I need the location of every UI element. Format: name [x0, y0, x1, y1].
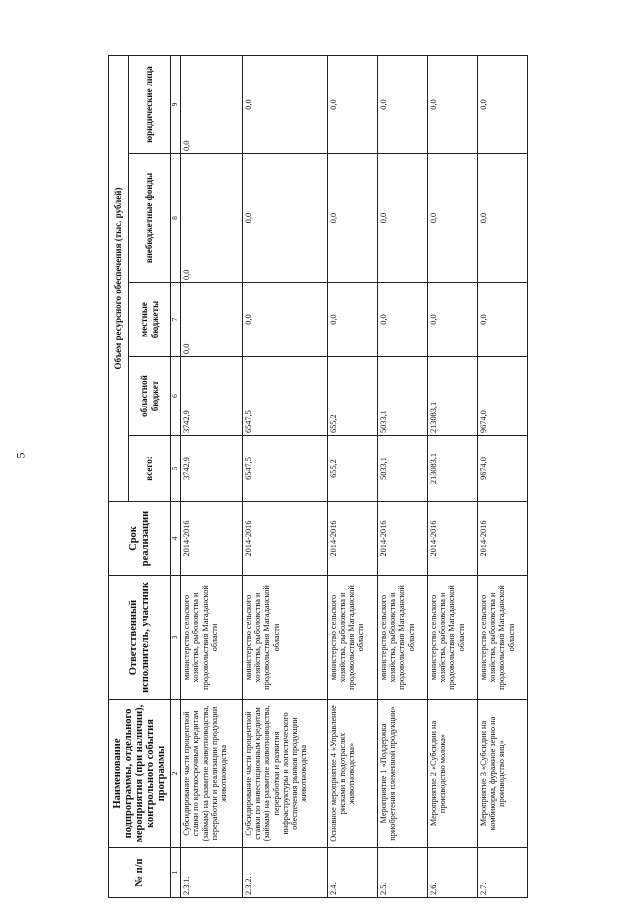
cell-regional: 213083,1 [427, 357, 477, 436]
cell-total: 213083,1 [427, 436, 477, 502]
cell-local: 0,0 [327, 283, 377, 357]
header-executor: Ответственный исполнитель, участник [109, 576, 171, 700]
cell-offbudget: 0,0 [377, 154, 427, 283]
cell-local: 0,0 [377, 283, 427, 357]
cell-legal: 0,0 [181, 55, 243, 153]
cell-local: 0,0 [477, 283, 527, 357]
col-number: 8 [171, 154, 181, 283]
header-regional: областной бюджет [129, 357, 171, 436]
header-local: местные бюджеты [129, 283, 171, 357]
cell-regional: 5033,1 [377, 357, 427, 436]
cell-name: Субсидирование части процентной ставки по краткосрочным кредитам (займам) на развитие животноводства, переработки и реализации продукции животноводства [181, 700, 243, 848]
col-number: 6 [171, 357, 181, 436]
col-number: 5 [171, 436, 181, 502]
cell-term: 2014-2016 [181, 502, 243, 576]
cell-executor: министерство сельского хозяйства, рыболовства и продовольствия Магаданской области [181, 576, 243, 700]
cell-total: 5033,1 [377, 436, 427, 502]
column-number-row [171, 55, 181, 897]
cell-name: Мероприятие 3 «Субсидии на комбикорма, фуражное зерно на производство яиц» [477, 700, 527, 848]
cell-offbudget: 0,0 [181, 154, 243, 283]
cell-local: 0,0 [242, 283, 327, 357]
cell-offbudget: 0,0 [242, 154, 327, 283]
header-offbudget: внебюджетные фонды [129, 154, 171, 283]
header-funding-group: Объем ресурсного обеспечения (тыс. рублей) [109, 55, 129, 501]
col-number: 2 [171, 700, 181, 848]
cell-num: 2.5. [377, 848, 427, 898]
col-number: 9 [171, 55, 181, 153]
header-legal: юридические лица [129, 55, 171, 153]
cell-offbudget: 0,0 [327, 154, 377, 283]
cell-regional: 6547,5 [242, 357, 327, 436]
cell-term: 2014-2016 [327, 502, 377, 576]
cell-name: Мероприятие 2 «Субсидии на производство молока» [427, 700, 477, 848]
cell-num: 2.3.2. [242, 848, 327, 898]
cell-name: Субсидирование части процентной ставки по инвестиционным кредитам (займам) на развитие животноводства, переработки и развития инфраструктуры и логистического обеспечения рынков продукции животноводства [242, 700, 327, 848]
cell-executor: министерство сельского хозяйства, рыболовства и продовольствия Магаданской области [477, 576, 527, 700]
cell-legal: 0,0 [477, 55, 527, 153]
cell-total: 3742,9 [181, 436, 243, 502]
cell-total: 655,2 [327, 436, 377, 502]
table-row [242, 55, 327, 897]
cell-num: 2.3.1. [181, 848, 243, 898]
cell-regional: 3742,9 [181, 357, 243, 436]
header-name: Наименование подпрограммы, отдельного мероприятия (при наличии), контрольного события программы [109, 700, 171, 848]
header-num: № п/п [109, 848, 171, 898]
col-number: 4 [171, 502, 181, 576]
cell-legal: 0,0 [242, 55, 327, 153]
cell-num: 2.6. [427, 848, 477, 898]
cell-name: Основное мероприятие 4 «Управление рисками в подотраслях животноводства» [327, 700, 377, 848]
page-number: 5 [13, 452, 28, 459]
cell-executor: министерство сельского хозяйства, рыболовства и продовольствия Магаданской области [327, 576, 377, 700]
cell-legal: 0,0 [427, 55, 477, 153]
cell-legal: 0,0 [377, 55, 427, 153]
cell-offbudget: 0,0 [427, 154, 477, 283]
cell-regional: 9674,0 [477, 357, 527, 436]
col-number: 3 [171, 576, 181, 700]
cell-num: 2.7. [477, 848, 527, 898]
cell-offbudget: 0,0 [477, 154, 527, 283]
cell-term: 2014-2016 [242, 502, 327, 576]
cell-term: 2014-2016 [477, 502, 527, 576]
table-row [377, 55, 427, 897]
table-row [427, 55, 477, 897]
cell-num: 2.4. [327, 848, 377, 898]
header-total: всего: [129, 436, 171, 502]
table-row [181, 55, 243, 897]
cell-legal: 0,0 [327, 55, 377, 153]
cell-term: 2014-2016 [377, 502, 427, 576]
cell-term: 2014-2016 [427, 502, 477, 576]
header-term: Срок реализации [109, 502, 171, 576]
cell-regional: 655,2 [327, 357, 377, 436]
table-row [327, 55, 377, 897]
rotated-table-wrapper [108, 56, 528, 898]
funding-table [108, 55, 528, 898]
table-row [477, 55, 527, 897]
cell-local: 0,0 [181, 283, 243, 357]
cell-executor: министерство сельского хозяйства, рыболовства и продовольствия Магаданской области [242, 576, 327, 700]
col-number: 7 [171, 283, 181, 357]
cell-name: Мероприятие 1 «Поддержка приобретения племенной продукции» [377, 700, 427, 848]
cell-total: 6547,5 [242, 436, 327, 502]
cell-total: 9674,0 [477, 436, 527, 502]
cell-executor: министерство сельского хозяйства, рыболовства и продовольствия Магаданской области [377, 576, 427, 700]
cell-executor: министерство сельского хозяйства, рыболовства и продовольствия Магаданской области [427, 576, 477, 700]
cell-local: 0,0 [427, 283, 477, 357]
col-number: 1 [171, 848, 181, 898]
